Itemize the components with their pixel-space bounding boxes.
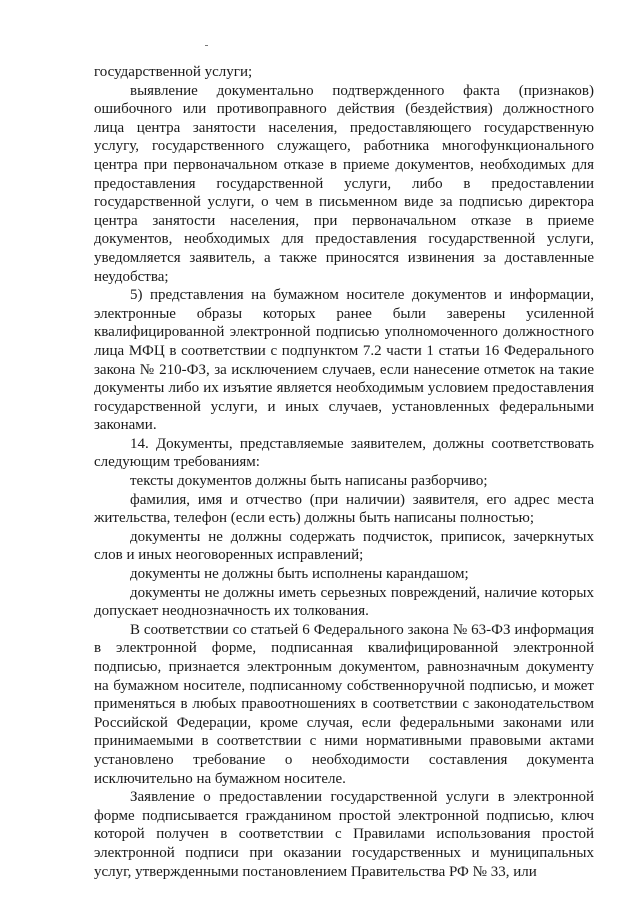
scan-mark — [205, 45, 208, 46]
paragraph: 14. Документы, представляемые заявителем, должны соответствовать следующим требованиям: — [94, 435, 594, 471]
paragraph: фамилия, имя и отчество (при наличии) заявителя, его адрес места жительства, телефон (если есть) должны быть написаны полностью; — [94, 491, 594, 527]
paragraph: выявление документально подтвержденного факта (признаков) ошибочного или противоправного действия (бездействия) должностного лица центра занятости населения, предоставляющего государственную услугу, государственного служащего, работника многофункционального центра при первоначальном отказе в приеме документов, необходимых для предоставления государственной услуги, либо в предоставлении государственной услуги, о чем в письменном виде за подписью директора центра занятости населения, при первоначальном отказе в приеме документов, необходимых для предоставления государственной услуги, уведомляется заявитель, а также приносятся извинения за доставленные неудобства; — [94, 82, 594, 285]
paragraph: тексты документов должны быть написаны разборчиво; — [130, 473, 488, 490]
paragraph: 5) представления на бумажном носителе документов и информации, электронные образы которых ранее были заверены усиленной квалифицированной электронной подписью уполномоченного должностного лица МФЦ в соответствии с подпунктом 7.2 части 1 статьи 16 Федерального закона № 210-ФЗ, за исключением случаев, если нанесение отметок на такие документы либо их изъятие является необходимым условием предоставления государственной услуги, и иных случаев, установленных федеральными законами. — [94, 287, 594, 434]
paragraph: документы не должны быть исполнены карандашом; — [130, 566, 469, 583]
paragraph: Заявление о предоставлении государственной услуги в электронной форме подписывается гражданином простой электронной подписью, ключ которой получен в соответствии с Правилами использования простой электронной подписи при оказании государственных и муниципальных услуг, утвержденными постановлением Правительства РФ № 33, или — [94, 789, 594, 880]
paragraph: документы не должны иметь серьезных повреждений, наличие которых допускает неоднозначность их толкования. — [94, 584, 594, 620]
document-body — [94, 63, 594, 881]
paragraph: документы не должны содержать подчисток, приписок, зачеркнутых слов и иных неоговоренных исправлений; — [94, 528, 594, 564]
paragraph: государственной услуги; — [94, 64, 253, 80]
paragraph: В соответствии со статьей 6 Федерального закона № 63-ФЗ информация в электронной форме, подписанная квалифицированной электронной подписью, признается электронным документом, равнозначным документу на бумажном носителе, подписанному собственноручной подписью, и может применяться в любых правоотношениях в соответствии с законодательством Российской Федерации, кроме случая, если федеральными законами или принимаемыми в соответствии с ними нормативными правовыми актами установлено требование о необходимости составления документа исключительно на бумажном носителе. — [94, 621, 594, 787]
